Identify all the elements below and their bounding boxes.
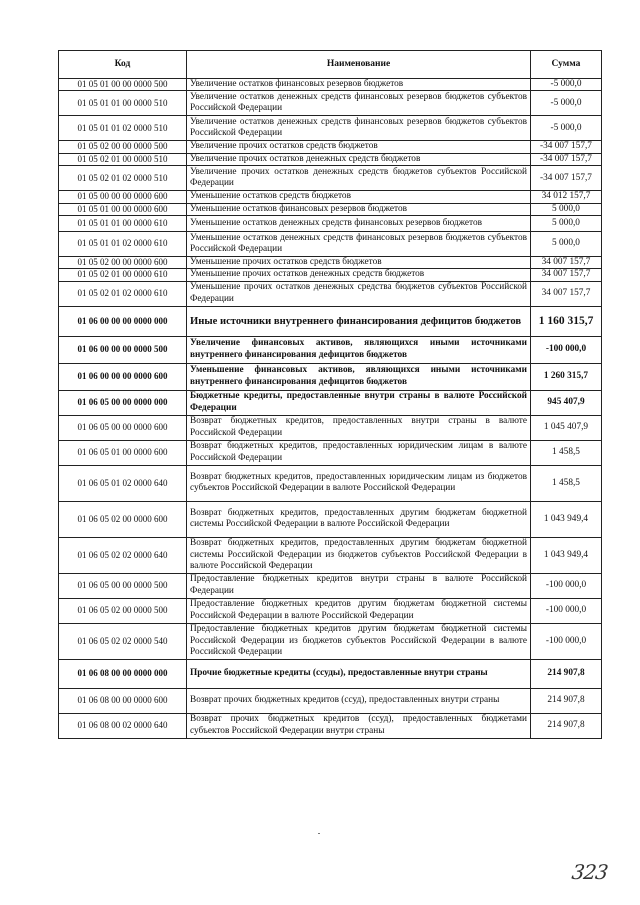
row-sum: -100 000,0 bbox=[531, 336, 602, 363]
header-sum: Сумма bbox=[531, 51, 602, 79]
row-sum: 34 007 157,7 bbox=[531, 281, 602, 306]
row-name: Увеличение остатков денежных средств финансовых резервов бюджетов субъектов Российской Федерации bbox=[187, 116, 531, 141]
row-name: Возврат бюджетных кредитов, предоставленных внутри страны в валюте Российской Федерации bbox=[187, 415, 531, 440]
table-row bbox=[59, 363, 602, 390]
row-sum: 1 458,5 bbox=[531, 465, 602, 501]
row-code: 01 05 01 00 00 0000 600 bbox=[59, 203, 187, 215]
row-sum: 1 458,5 bbox=[531, 440, 602, 465]
row-name: Бюджетные кредиты, предоставленные внутри страны в валюте Российской Федерации bbox=[187, 390, 531, 415]
row-code: 01 06 08 00 00 0000 600 bbox=[59, 688, 187, 713]
row-code: 01 05 01 01 00 0000 510 bbox=[59, 91, 187, 116]
row-code: 01 05 02 01 00 0000 610 bbox=[59, 269, 187, 281]
row-sum: 214 907,8 bbox=[531, 659, 602, 688]
row-sum: 945 407,9 bbox=[531, 390, 602, 415]
row-code: 01 05 00 00 00 0000 600 bbox=[59, 191, 187, 203]
table-row bbox=[59, 623, 602, 659]
row-code: 01 06 05 02 00 0000 600 bbox=[59, 501, 187, 537]
page-number: 323 bbox=[570, 860, 609, 884]
row-name: Уменьшение прочих остатков средств бюджетов bbox=[187, 257, 531, 269]
row-code: 01 06 00 00 00 0000 000 bbox=[59, 306, 187, 336]
table-row bbox=[59, 232, 602, 257]
row-name: Возврат прочих бюджетных кредитов (ссуд), предоставленных бюджетами субъектов Российской Федерации внутри страны bbox=[187, 713, 531, 738]
row-code: 01 06 08 00 02 0000 640 bbox=[59, 713, 187, 738]
row-name: Предоставление бюджетных кредитов другим бюджетам бюджетной системы Российской Федерации в валюте Российской Федерации bbox=[187, 598, 531, 623]
row-sum: -5 000,0 bbox=[531, 79, 602, 91]
row-name: Прочие бюджетные кредиты (ссуды), предоставленные внутри страны bbox=[187, 659, 531, 688]
table-row bbox=[59, 440, 602, 465]
row-name: Возврат прочих бюджетных кредитов (ссуд), предоставленных внутри страны bbox=[187, 688, 531, 713]
row-sum: -34 007 157,7 bbox=[531, 153, 602, 165]
row-code: 01 06 08 00 00 0000 000 bbox=[59, 659, 187, 688]
row-name: Уменьшение остатков денежных средств финансовых резервов бюджетов bbox=[187, 216, 531, 232]
row-code: 01 06 05 02 02 0000 540 bbox=[59, 623, 187, 659]
table-row bbox=[59, 141, 602, 153]
table-row bbox=[59, 713, 602, 738]
table-row bbox=[59, 269, 602, 281]
row-code: 01 06 05 01 02 0000 640 bbox=[59, 465, 187, 501]
row-name: Уменьшение остатков средств бюджетов bbox=[187, 191, 531, 203]
row-sum: 1 160 315,7 bbox=[531, 306, 602, 336]
table-row bbox=[59, 415, 602, 440]
row-name: Уменьшение остатков денежных средств финансовых резервов бюджетов субъектов Российской Федерации bbox=[187, 232, 531, 257]
scan-speck bbox=[318, 833, 320, 834]
row-sum: 5 000,0 bbox=[531, 203, 602, 215]
row-code: 01 06 05 02 02 0000 640 bbox=[59, 537, 187, 573]
budget-sources-table bbox=[58, 50, 602, 739]
table-row bbox=[59, 598, 602, 623]
row-sum: 1 043 949,4 bbox=[531, 537, 602, 573]
table-row bbox=[59, 116, 602, 141]
row-name: Уменьшение прочих остатков денежных средства бюджетов субъектов Российской Федерации bbox=[187, 281, 531, 306]
row-code: 01 05 01 01 02 0000 610 bbox=[59, 232, 187, 257]
row-name: Уменьшение финансовых активов, являющихся иными источниками внутреннего финансирования дефицитов бюджетов bbox=[187, 363, 531, 390]
header-name: Наименование bbox=[187, 51, 531, 79]
row-code: 01 05 02 00 00 0000 600 bbox=[59, 257, 187, 269]
row-code: 01 06 05 01 00 0000 600 bbox=[59, 440, 187, 465]
table-row bbox=[59, 688, 602, 713]
row-sum: -34 007 157,7 bbox=[531, 166, 602, 191]
table-row bbox=[59, 501, 602, 537]
row-name: Уменьшение прочих остатков денежных средств бюджетов bbox=[187, 269, 531, 281]
row-sum: 214 907,8 bbox=[531, 688, 602, 713]
row-name: Увеличение прочих остатков денежных средств бюджетов субъектов Российской Федерации bbox=[187, 166, 531, 191]
row-code: 01 06 00 00 00 0000 600 bbox=[59, 363, 187, 390]
table-row bbox=[59, 203, 602, 215]
row-sum: 1 043 949,4 bbox=[531, 501, 602, 537]
table-row bbox=[59, 537, 602, 573]
row-code: 01 05 01 01 02 0000 510 bbox=[59, 116, 187, 141]
row-name: Уменьшение остатков финансовых резервов бюджетов bbox=[187, 203, 531, 215]
row-sum: 5 000,0 bbox=[531, 232, 602, 257]
row-sum: 34 007 157,7 bbox=[531, 257, 602, 269]
row-code: 01 05 02 01 02 0000 510 bbox=[59, 166, 187, 191]
row-name: Увеличение прочих остатков средств бюджетов bbox=[187, 141, 531, 153]
table-row bbox=[59, 336, 602, 363]
row-sum: 5 000,0 bbox=[531, 216, 602, 232]
table-row bbox=[59, 79, 602, 91]
row-sum: 1 045 407,9 bbox=[531, 415, 602, 440]
row-sum: 214 907,8 bbox=[531, 713, 602, 738]
row-name: Возврат бюджетных кредитов, предоставленных юридическим лицам в валюте Российской Федерации bbox=[187, 440, 531, 465]
row-name: Возврат бюджетных кредитов, предоставленных юридическим лицам из бюджетов субъектов Российской Федерации в валюте Российской Федерации bbox=[187, 465, 531, 501]
table-row bbox=[59, 573, 602, 598]
header-code: Код bbox=[59, 51, 187, 79]
row-sum: 34 007 157,7 bbox=[531, 269, 602, 281]
row-code: 01 06 05 00 00 0000 500 bbox=[59, 573, 187, 598]
row-sum: -100 000,0 bbox=[531, 573, 602, 598]
header-row bbox=[59, 51, 602, 79]
row-sum: -100 000,0 bbox=[531, 598, 602, 623]
table-body bbox=[59, 79, 602, 739]
row-sum: -5 000,0 bbox=[531, 116, 602, 141]
row-sum: 1 260 315,7 bbox=[531, 363, 602, 390]
row-name: Предоставление бюджетных кредитов внутри страны в валюте Российской Федерации bbox=[187, 573, 531, 598]
table-row bbox=[59, 166, 602, 191]
row-code: 01 05 01 01 00 0000 610 bbox=[59, 216, 187, 232]
table-row bbox=[59, 191, 602, 203]
row-name: Иные источники внутреннего финансирования дефицитов бюджетов bbox=[187, 306, 531, 336]
table-row bbox=[59, 659, 602, 688]
table-row bbox=[59, 153, 602, 165]
row-name: Возврат бюджетных кредитов, предоставленных другим бюджетам бюджетной системы Российской Федерации в валюте Российской Федерации bbox=[187, 501, 531, 537]
row-code: 01 06 05 02 00 0000 500 bbox=[59, 598, 187, 623]
table-header bbox=[59, 51, 602, 79]
table-row bbox=[59, 390, 602, 415]
row-name: Увеличение остатков денежных средств финансовых резервов бюджетов субъектов Российской Федерации bbox=[187, 91, 531, 116]
row-code: 01 05 02 01 00 0000 510 bbox=[59, 153, 187, 165]
row-name: Увеличение остатков финансовых резервов бюджетов bbox=[187, 79, 531, 91]
row-code: 01 06 00 00 00 0000 500 bbox=[59, 336, 187, 363]
row-code: 01 05 01 00 00 0000 500 bbox=[59, 79, 187, 91]
row-name: Предоставление бюджетных кредитов другим бюджетам бюджетной системы Российской Федерации из бюджетов субъектов Российской Федерации в валюте Российской Федерации bbox=[187, 623, 531, 659]
table-row bbox=[59, 91, 602, 116]
table-row bbox=[59, 306, 602, 336]
table-row bbox=[59, 216, 602, 232]
row-code: 01 06 05 00 00 0000 000 bbox=[59, 390, 187, 415]
row-name: Увеличение финансовых активов, являющихся иными источниками внутреннего финансирования дефицитов бюджетов bbox=[187, 336, 531, 363]
row-code: 01 06 05 00 00 0000 600 bbox=[59, 415, 187, 440]
table-row bbox=[59, 257, 602, 269]
row-sum: 34 012 157,7 bbox=[531, 191, 602, 203]
row-code: 01 05 02 01 02 0000 610 bbox=[59, 281, 187, 306]
table-row bbox=[59, 281, 602, 306]
row-code: 01 05 02 00 00 0000 500 bbox=[59, 141, 187, 153]
row-sum: -34 007 157,7 bbox=[531, 141, 602, 153]
row-sum: -100 000,0 bbox=[531, 623, 602, 659]
table-row bbox=[59, 465, 602, 501]
row-name: Возврат бюджетных кредитов, предоставленных другим бюджетам бюджетной системы Российской Федерации из бюджетов субъектов Российской Федерации в валюте Российской Федерации bbox=[187, 537, 531, 573]
row-name: Увеличение прочих остатков денежных средств бюджетов bbox=[187, 153, 531, 165]
row-sum: -5 000,0 bbox=[531, 91, 602, 116]
